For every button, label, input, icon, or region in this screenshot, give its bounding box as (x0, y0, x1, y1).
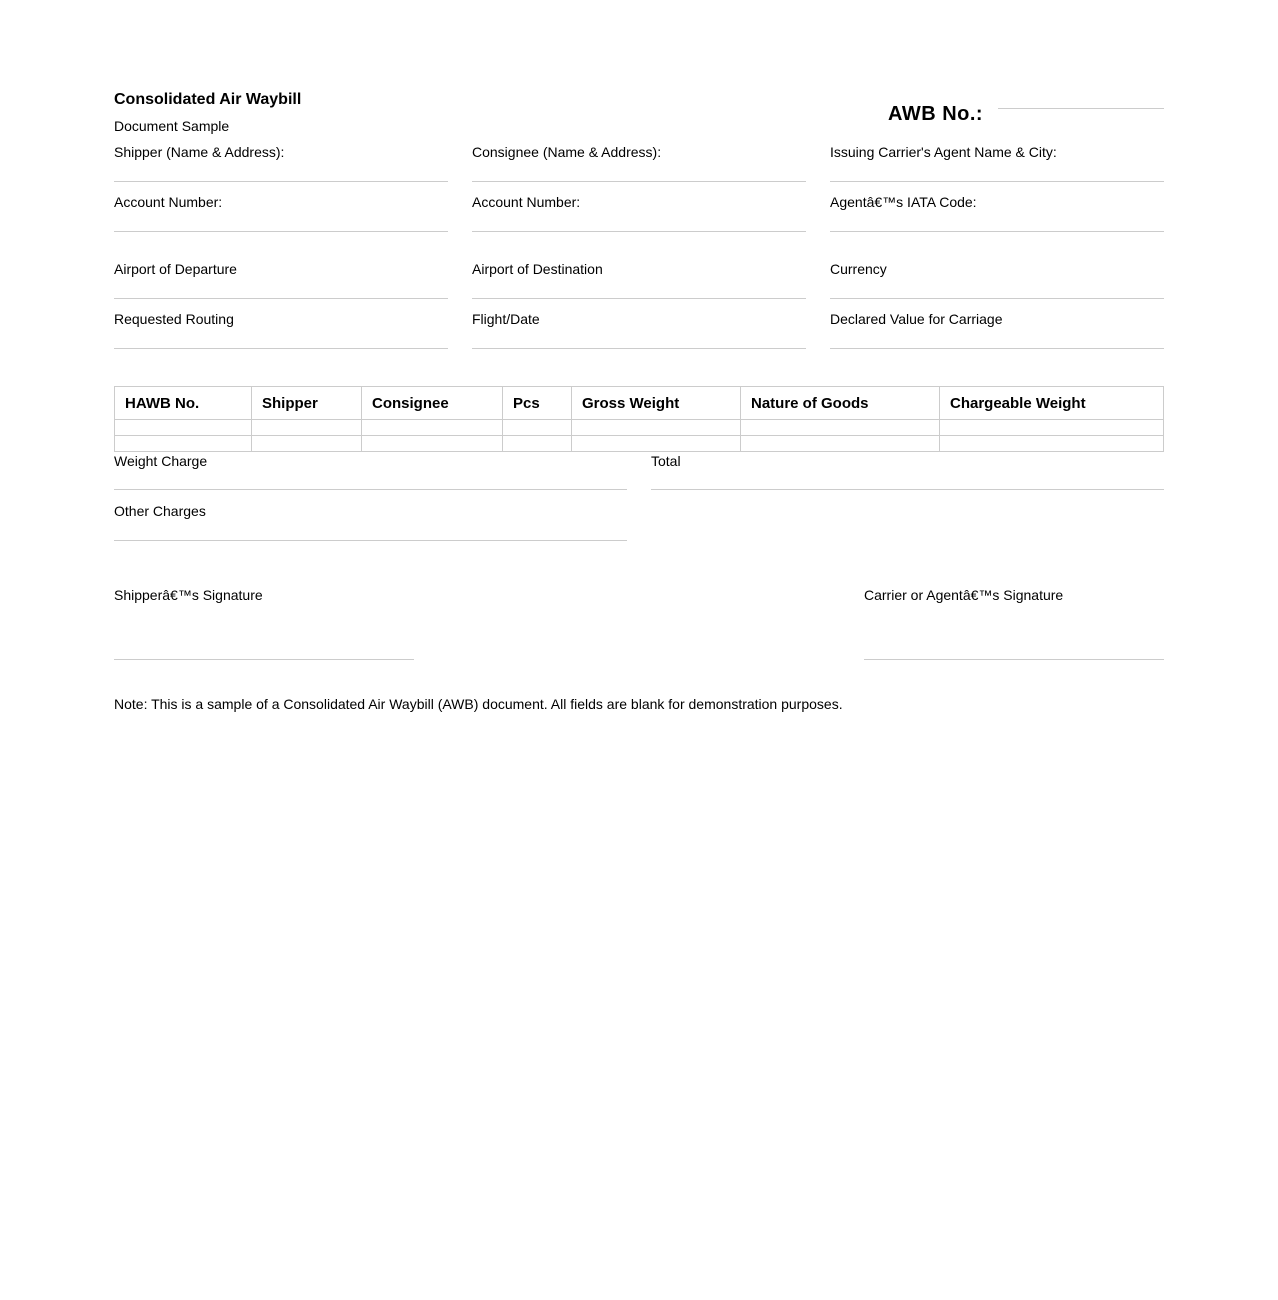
table-header-row (115, 387, 1164, 420)
table-cell[interactable] (741, 420, 940, 436)
awb-number-label: AWB No.: (888, 103, 984, 125)
document-title: Consolidated Air Waybill (114, 91, 302, 108)
agent-iata-field[interactable] (830, 231, 1164, 232)
agent-name-label: Issuing Carrier's Agent Name & City: (830, 144, 1057, 160)
party-row (114, 144, 1164, 160)
currency-field[interactable] (830, 298, 1164, 299)
total-field[interactable] (651, 489, 1164, 490)
footer-note: Note: This is a sample of a Consolidated Air Waybill (AWB) document. All fields are blank for demonstration purposes. (114, 696, 843, 712)
consignee-name-label: Consignee (Name & Address): (472, 144, 662, 160)
shipper-account-label: Account Number: (114, 194, 223, 210)
carrier-signature-label: Carrier or Agentâ€™s Signature (864, 587, 1064, 603)
shipper-signature-field[interactable] (114, 659, 414, 660)
weight-charge-label: Weight Charge (114, 453, 208, 469)
other-charges-label: Other Charges (114, 503, 206, 519)
table-cell[interactable] (115, 436, 252, 452)
table-cell[interactable] (940, 420, 1164, 436)
awb-number-field[interactable] (998, 108, 1164, 109)
airport-row (114, 261, 1164, 277)
column-header-gross-weight: Gross Weight (572, 387, 741, 420)
total-label: Total (651, 453, 681, 469)
table-cell[interactable] (503, 420, 572, 436)
routing-row (114, 311, 1164, 327)
document-subtitle: Document Sample (114, 118, 230, 134)
destination-airport-label: Airport of Destination (472, 261, 603, 277)
weight-charge-field[interactable] (114, 489, 627, 490)
table-cell[interactable] (252, 436, 362, 452)
flight-date-field[interactable] (472, 348, 806, 349)
table-cell[interactable] (252, 420, 362, 436)
shipper-signature-block (114, 587, 414, 603)
table-cell[interactable] (572, 420, 741, 436)
shipper-signature-label: Shipperâ€™s Signature (114, 587, 263, 603)
hawb-table (114, 386, 1164, 452)
agent-name-field[interactable] (830, 181, 1164, 182)
carrier-signature-block (864, 587, 1164, 603)
shipper-account-field[interactable] (114, 231, 448, 232)
table-cell[interactable] (940, 436, 1164, 452)
table-cell[interactable] (362, 420, 503, 436)
carrier-signature-field[interactable] (864, 659, 1164, 660)
table-cell[interactable] (741, 436, 940, 452)
agent-iata-label: Agentâ€™s IATA Code: (830, 194, 977, 210)
departure-airport-field[interactable] (114, 298, 448, 299)
routing-field[interactable] (114, 348, 448, 349)
declared-value-label: Declared Value for Carriage (830, 311, 1003, 327)
column-header-pcs: Pcs (503, 387, 572, 420)
destination-airport-field[interactable] (472, 298, 806, 299)
currency-label: Currency (830, 261, 887, 277)
consignee-name-field[interactable] (472, 181, 806, 182)
consignee-account-field[interactable] (472, 231, 806, 232)
column-header-chargeable-weight: Chargeable Weight (940, 387, 1164, 420)
account-row (114, 194, 1164, 210)
flight-date-label: Flight/Date (472, 311, 540, 327)
table-row (115, 436, 1164, 452)
table-cell[interactable] (115, 420, 252, 436)
shipper-name-label: Shipper (Name & Address): (114, 144, 285, 160)
column-header-nature-of-goods: Nature of Goods (741, 387, 940, 420)
column-header-shipper: Shipper (252, 387, 362, 420)
table-cell[interactable] (572, 436, 741, 452)
table-cell[interactable] (362, 436, 503, 452)
consignee-account-label: Account Number: (472, 194, 581, 210)
table-cell[interactable] (503, 436, 572, 452)
charges-row (114, 453, 1164, 469)
other-charges-row (114, 503, 1164, 519)
departure-airport-label: Airport of Departure (114, 261, 237, 277)
declared-value-field[interactable] (830, 348, 1164, 349)
other-charges-field[interactable] (114, 540, 627, 541)
column-header-consignee: Consignee (362, 387, 503, 420)
table-row (115, 420, 1164, 436)
routing-label: Requested Routing (114, 311, 234, 327)
column-header-hawb-no: HAWB No. (115, 387, 252, 420)
shipper-name-field[interactable] (114, 181, 448, 182)
